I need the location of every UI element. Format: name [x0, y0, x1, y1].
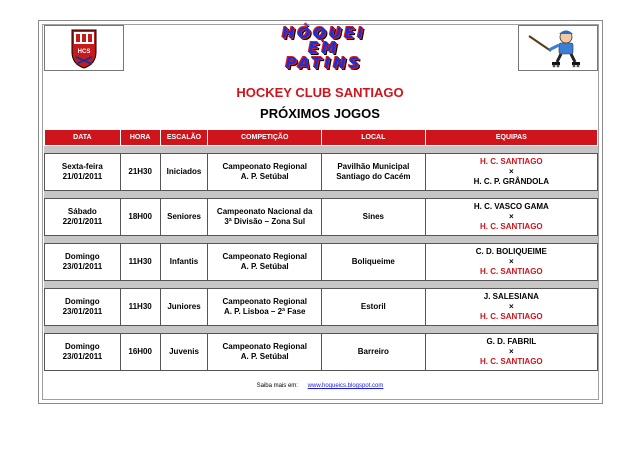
banner-line-2: EM [308, 39, 340, 57]
cell-time: 11H30 [121, 289, 161, 325]
cell-date: Sexta-feira 21/01/2011 [45, 154, 121, 190]
cell-date: Domingo 23/01/2011 [45, 244, 121, 280]
club-crest-icon [45, 26, 123, 70]
cell-level: Infantis [161, 244, 209, 280]
blog-link[interactable]: www.hoqueics.blogspot.com [307, 383, 384, 389]
cell-competition: Campeonato Regional A. P. Setúbal [208, 154, 322, 190]
cell-location: Boliqueime [322, 244, 426, 280]
row-separator [44, 146, 598, 153]
cell-level: Seniores [161, 199, 209, 235]
cell-date: Domingo 23/01/2011 [45, 334, 121, 370]
team-home: J. SALESIANA [483, 292, 539, 301]
team-home: C. D. BOLIQUEIME [475, 247, 547, 256]
col-header-equipas: EQUIPAS [495, 134, 527, 141]
row-separator [44, 191, 598, 198]
team-away: H. C. SANTIAGO [479, 222, 543, 231]
col-header-hora: HORA [121, 130, 161, 145]
crest-letters: HCS [77, 49, 91, 55]
col-header-escalao: ESCALÃO [161, 130, 209, 145]
skater-box [518, 25, 598, 71]
col-header-data: DATA [45, 130, 121, 145]
cell-location: Barreiro [322, 334, 426, 370]
versus-mark: × [508, 212, 514, 221]
versus-mark: × [508, 257, 514, 266]
table-row [44, 198, 598, 236]
banner-title [194, 25, 454, 71]
cell-competition: Campeonato Regional A. P. Setúbal [208, 244, 322, 280]
row-separator [44, 326, 598, 333]
cell-time: 16H00 [121, 334, 161, 370]
team-away: H. C. SANTIAGO [479, 357, 543, 366]
col-header-local: LOCAL [322, 130, 426, 145]
cell-level: Juvenis [161, 334, 209, 370]
cell-teams [426, 334, 597, 370]
team-away: H. C. P. GRÂNDOLA [473, 177, 550, 186]
versus-mark: × [508, 167, 514, 176]
table-header [44, 129, 598, 146]
table-row [44, 243, 598, 281]
cell-time: 18H00 [121, 199, 161, 235]
row-separator [44, 281, 598, 288]
subtitle: PRÓXIMOS JOGOS [260, 106, 380, 121]
table-row [44, 333, 598, 371]
banner-line-3: PATINS [285, 54, 363, 72]
versus-mark: × [508, 302, 514, 311]
cell-competition: Campeonato Regional A. P. Setúbal [208, 334, 322, 370]
footer [0, 383, 640, 389]
cell-date: Domingo 23/01/2011 [45, 289, 121, 325]
cell-teams [426, 199, 597, 235]
cell-location: Pavilhão Municipal Santiago do Cacém [322, 154, 426, 190]
cell-time: 11H30 [121, 244, 161, 280]
team-away: H. C. SANTIAGO [479, 267, 543, 276]
header [44, 25, 598, 71]
cell-teams [426, 244, 597, 280]
cell-competition: Campeonato Regional A. P. Lisboa – 2ª Fase [208, 289, 322, 325]
cell-time: 21H30 [121, 154, 161, 190]
cell-teams [426, 154, 597, 190]
footer-text: Saiba mais em: [256, 383, 298, 389]
club-title: HOCKEY CLUB SANTIAGO [236, 85, 404, 100]
table-row [44, 288, 598, 326]
cell-location: Sines [322, 199, 426, 235]
versus-mark: × [508, 347, 514, 356]
cell-competition: Campeonato Nacional da 3ª Divisão – Zona Sul [208, 199, 322, 235]
team-home: G. D. FABRIL [486, 337, 537, 346]
table-row [44, 153, 598, 191]
team-home: H. C. SANTIAGO [479, 157, 543, 166]
hockey-skater-icon [519, 26, 597, 70]
team-home: H. C. VASCO GAMA [473, 202, 549, 211]
cell-date: Sábado 22/01/2011 [45, 199, 121, 235]
cell-teams [426, 289, 597, 325]
schedule-table [44, 129, 598, 371]
col-header-competicao: COMPETIÇÃO [208, 130, 322, 145]
cell-level: Iniciados [161, 154, 209, 190]
club-logo-box [44, 25, 124, 71]
cell-level: Juniores [161, 289, 209, 325]
cell-location: Estoril [322, 289, 426, 325]
row-separator [44, 236, 598, 243]
team-away: H. C. SANTIAGO [479, 312, 543, 321]
banner-line-1: HÓQUEI [281, 24, 367, 42]
